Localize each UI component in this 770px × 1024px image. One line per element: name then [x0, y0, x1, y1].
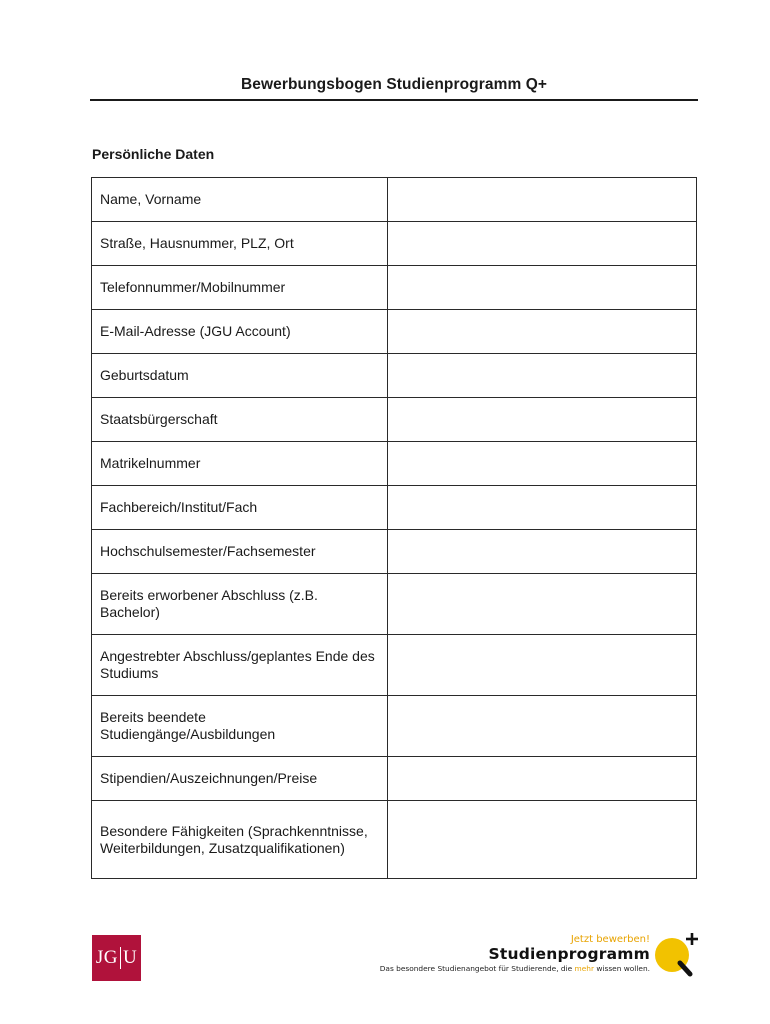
- field-label: Angestrebter Abschluss/geplantes Ende des Studiums: [92, 635, 388, 696]
- studienprogramm-tagline: Jetzt bewerben!: [570, 934, 650, 945]
- field-label: Hochschulsemester/Fachsemester: [92, 530, 388, 574]
- jgu-logo: [92, 935, 141, 981]
- field-value[interactable]: [388, 178, 697, 222]
- field-label: Name, Vorname: [92, 178, 388, 222]
- field-value[interactable]: [388, 310, 697, 354]
- field-label: Staatsbürgerschaft: [92, 398, 388, 442]
- table-row: [92, 757, 697, 801]
- field-value[interactable]: [388, 635, 697, 696]
- field-value[interactable]: [388, 574, 697, 635]
- field-value[interactable]: [388, 222, 697, 266]
- table-row: [92, 801, 697, 879]
- field-value[interactable]: [388, 486, 697, 530]
- jgu-logo-left: JG: [95, 947, 118, 968]
- field-label: Straße, Hausnummer, PLZ, Ort: [92, 222, 388, 266]
- table-row: [92, 178, 697, 222]
- field-label: Telefonnummer/Mobilnummer: [92, 266, 388, 310]
- section-heading: Persönliche Daten: [92, 146, 215, 162]
- table-row: [92, 442, 697, 486]
- field-value[interactable]: [388, 801, 697, 879]
- jgu-logo-divider: [120, 947, 121, 969]
- table-row: [92, 574, 697, 635]
- field-label: Matrikelnummer: [92, 442, 388, 486]
- q-plus-magnifier-icon: [650, 930, 708, 980]
- subline-text-before: Das besondere Studienangebot für Studierende, die: [379, 964, 575, 973]
- field-label: Geburtsdatum: [92, 354, 388, 398]
- field-value[interactable]: [388, 442, 697, 486]
- field-value[interactable]: [388, 530, 697, 574]
- table-row: [92, 398, 697, 442]
- subline-highlight: mehr: [574, 964, 595, 973]
- field-value[interactable]: [388, 757, 697, 801]
- table-row: [92, 266, 697, 310]
- studienprogramm-subline: [380, 964, 650, 973]
- document-title: Bewerbungsbogen Studienprogramm Q+: [240, 76, 548, 93]
- field-label: Bereits erworbener Abschluss (z.B. Bachelor): [92, 574, 388, 635]
- field-label: Fachbereich/Institut/Fach: [92, 486, 388, 530]
- studienprogramm-name: Studienprogramm: [488, 945, 650, 963]
- table-row: [92, 222, 697, 266]
- table-row: [92, 696, 697, 757]
- table-row: [92, 486, 697, 530]
- table-row: [92, 310, 697, 354]
- personal-data-table: [91, 177, 697, 879]
- table-row: [92, 354, 697, 398]
- field-label: Besondere Fähigkeiten (Sprachkenntnisse, Weiterbildungen, Zusatzqualifikationen): [92, 801, 388, 879]
- field-value[interactable]: [388, 266, 697, 310]
- field-value[interactable]: [388, 696, 697, 757]
- studienprogramm-logo: [358, 930, 708, 980]
- field-value[interactable]: [388, 354, 697, 398]
- field-label: E-Mail-Adresse (JGU Account): [92, 310, 388, 354]
- field-label: Bereits beendete Studiengänge/Ausbildungen: [92, 696, 388, 757]
- subline-text-after: wissen wollen.: [594, 964, 650, 973]
- field-value[interactable]: [388, 398, 697, 442]
- field-label: Stipendien/Auszeichnungen/Preise: [92, 757, 388, 801]
- table-row: [92, 530, 697, 574]
- table-row: [92, 635, 697, 696]
- title-underline: [90, 99, 698, 101]
- jgu-logo-right: U: [122, 947, 138, 968]
